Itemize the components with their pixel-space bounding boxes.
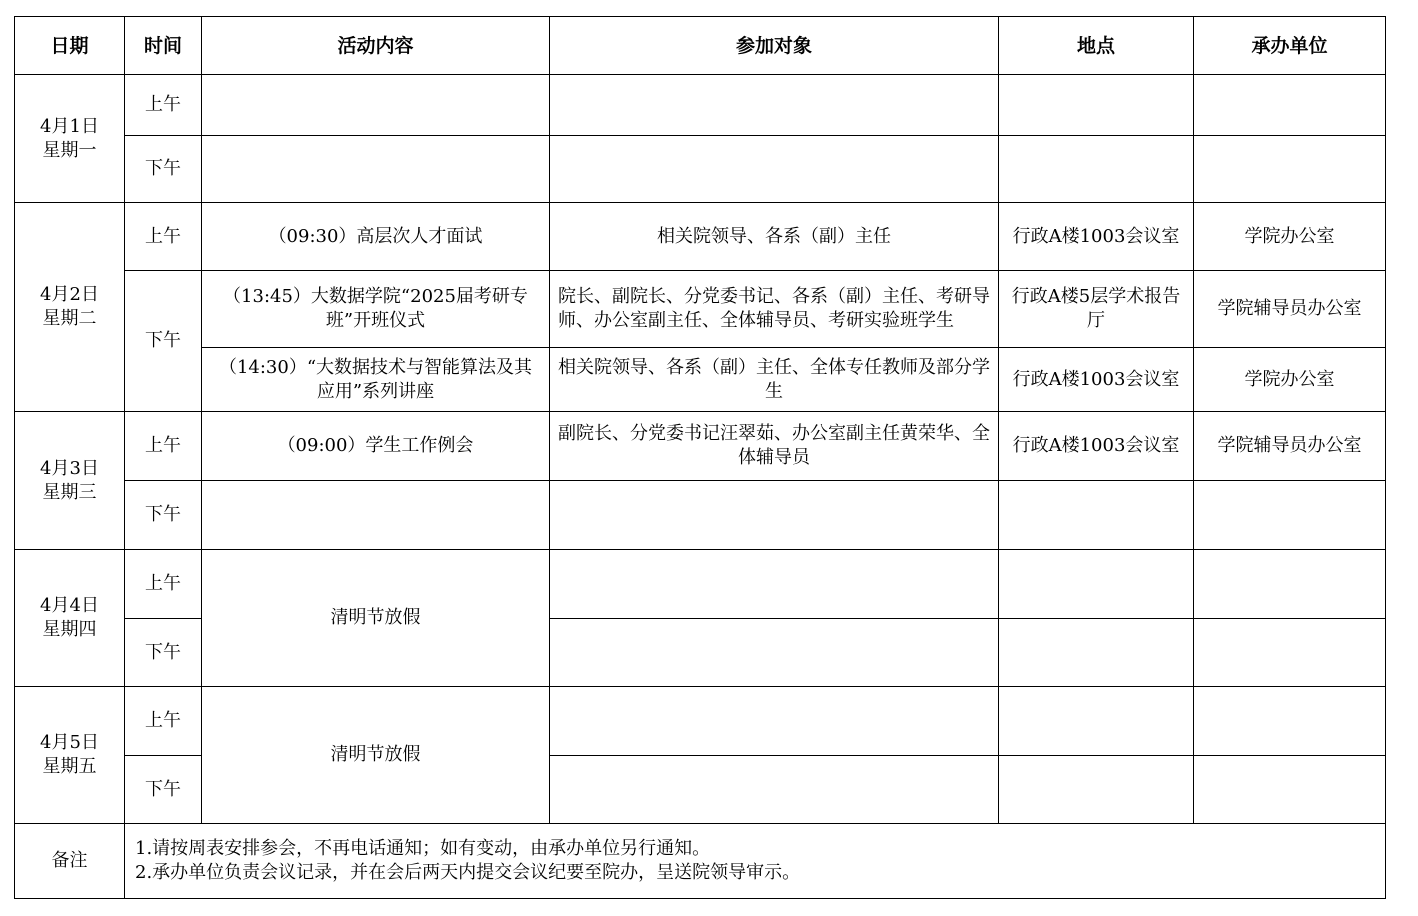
participants-cell: 副院长、分党委书记汪翠茹、办公室副主任黄荣华、全体辅导员 xyxy=(550,412,999,481)
organizer-cell: 学院辅导员办公室 xyxy=(1194,271,1386,348)
organizer-cell: 学院辅导员办公室 xyxy=(1194,412,1386,481)
notes-body xyxy=(125,824,1386,899)
time-cell-am: 上午 xyxy=(125,75,202,136)
participants-cell xyxy=(550,75,999,136)
time-cell-pm: 下午 xyxy=(125,619,202,687)
activity-cell xyxy=(202,136,550,203)
location-cell: 行政A楼1003会议室 xyxy=(999,412,1194,481)
holiday-cell: 清明节放假 xyxy=(202,687,550,824)
table-row xyxy=(15,136,1386,203)
table-row xyxy=(15,412,1386,481)
table-row xyxy=(15,203,1386,271)
weekly-schedule-table xyxy=(14,16,1386,899)
location-cell: 行政A楼1003会议室 xyxy=(999,348,1194,412)
organizer-cell xyxy=(1194,756,1386,824)
participants-cell xyxy=(550,136,999,203)
notes-row xyxy=(15,824,1386,899)
time-cell-am: 上午 xyxy=(125,687,202,756)
participants-cell xyxy=(550,687,999,756)
weekday-text: 星期三 xyxy=(42,481,97,503)
location-cell xyxy=(999,136,1194,203)
header-row xyxy=(15,17,1386,75)
date-text: 4月5日 xyxy=(40,732,99,753)
header-location: 地点 xyxy=(999,17,1194,75)
time-cell-pm: 下午 xyxy=(125,756,202,824)
header-activity: 活动内容 xyxy=(202,17,550,75)
date-cell xyxy=(15,203,125,412)
weekday-text: 星期四 xyxy=(42,619,97,640)
date-text: 4月3日 xyxy=(40,457,99,479)
location-cell xyxy=(999,75,1194,136)
date-cell xyxy=(15,687,125,824)
location-cell xyxy=(999,756,1194,824)
participants-cell xyxy=(550,619,999,687)
activity-cell xyxy=(202,75,550,136)
time-cell-pm: 下午 xyxy=(125,136,202,203)
table-row xyxy=(15,75,1386,136)
weekday-text: 星期五 xyxy=(42,756,97,777)
activity-cell: （09:00）学生工作例会 xyxy=(202,412,550,481)
time-cell-pm: 下午 xyxy=(125,271,202,412)
participants-cell: 相关院领导、各系（副）主任、全体专任教师及部分学生 xyxy=(550,348,999,412)
participants-cell xyxy=(550,756,999,824)
location-cell: 行政A楼1003会议室 xyxy=(999,203,1194,271)
location-cell xyxy=(999,619,1194,687)
time-cell-am: 上午 xyxy=(125,412,202,481)
time-cell-am: 上午 xyxy=(125,550,202,619)
participants-cell: 院长、副院长、分党委书记、各系（副）主任、考研导师、办公室副主任、全体辅导员、考研实验班学生 xyxy=(550,271,999,348)
participants-cell xyxy=(550,481,999,550)
organizer-cell xyxy=(1194,481,1386,550)
organizer-cell xyxy=(1194,687,1386,756)
holiday-cell: 清明节放假 xyxy=(202,550,550,687)
date-text: 4月2日 xyxy=(40,284,99,305)
activity-cell: （13:45）大数据学院“2025届考研专班”开班仪式 xyxy=(202,271,550,348)
header-time: 时间 xyxy=(125,17,202,75)
date-text: 4月1日 xyxy=(40,115,99,137)
location-cell: 行政A楼5层学术报告厅 xyxy=(999,271,1194,348)
participants-cell: 相关院领导、各系（副）主任 xyxy=(550,203,999,271)
organizer-cell: 学院办公室 xyxy=(1194,203,1386,271)
time-cell-pm: 下午 xyxy=(125,481,202,550)
location-cell xyxy=(999,687,1194,756)
table-row xyxy=(15,550,1386,619)
header-participants: 参加对象 xyxy=(550,17,999,75)
table-row xyxy=(15,481,1386,550)
note-line-1: 1.请按周表安排参会，不再电话通知；如有变动，由承办单位另行通知。 xyxy=(135,838,711,859)
date-cell xyxy=(15,550,125,687)
table-row xyxy=(15,348,1386,412)
location-cell xyxy=(999,550,1194,619)
organizer-cell: 学院办公室 xyxy=(1194,348,1386,412)
organizer-cell xyxy=(1194,136,1386,203)
date-text: 4月4日 xyxy=(40,595,99,616)
table-row xyxy=(15,687,1386,756)
activity-cell xyxy=(202,481,550,550)
location-cell xyxy=(999,481,1194,550)
date-cell xyxy=(15,75,125,203)
time-cell-am: 上午 xyxy=(125,203,202,271)
date-cell xyxy=(15,412,125,550)
weekday-text: 星期二 xyxy=(42,308,97,329)
note-line-2: 2.承办单位负责会议记录，并在会后两天内提交会议纪要至院办，呈送院领导审示。 xyxy=(135,862,801,883)
organizer-cell xyxy=(1194,619,1386,687)
organizer-cell xyxy=(1194,75,1386,136)
participants-cell xyxy=(550,550,999,619)
header-organizer: 承办单位 xyxy=(1194,17,1386,75)
header-date: 日期 xyxy=(15,17,125,75)
table-row xyxy=(15,271,1386,348)
activity-cell: （14:30）“大数据技术与智能算法及其应用”系列讲座 xyxy=(202,348,550,412)
notes-label: 备注 xyxy=(15,824,125,899)
weekday-text: 星期一 xyxy=(42,139,97,161)
organizer-cell xyxy=(1194,550,1386,619)
activity-cell: （09:30）高层次人才面试 xyxy=(202,203,550,271)
